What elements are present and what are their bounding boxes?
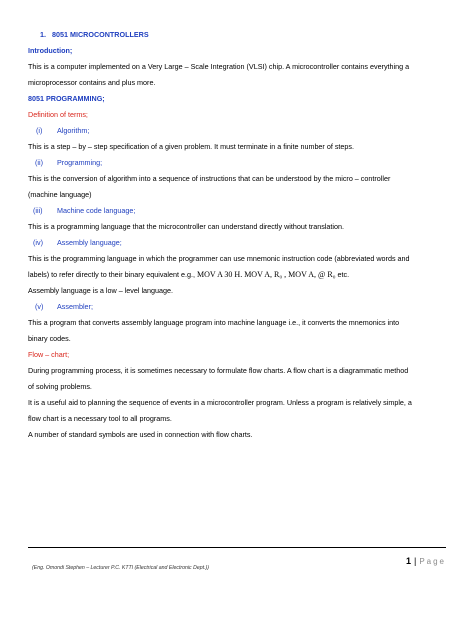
- term-text-line: This is a programming language that the microcontroller can understand directly without translation.: [28, 222, 345, 231]
- term-text-segment: labels) to refer directly to their binary equivalent e.g.,: [28, 270, 195, 279]
- term-label: Algorithm;: [57, 126, 90, 135]
- term-label: Assembly language;: [57, 238, 122, 247]
- term-text-line: This a program that converts assembly language program into machine language i.e., it converts the mnemonics into: [28, 318, 400, 327]
- flowchart-line: It is a useful aid to planning the sequence of events in a microcontroller program. Unless a program is relatively simple, a: [28, 398, 412, 407]
- section-number: 1.: [40, 30, 46, 39]
- flowchart-title: Flow – chart;: [28, 350, 70, 359]
- term-number: (iv): [33, 238, 43, 247]
- flowchart-line: of solving problems.: [28, 382, 92, 391]
- programming-title: 8051 PROGRAMMING;: [28, 94, 105, 103]
- flowchart-line: During programming process, it is sometimes necessary to formulate flow charts. A flow chart is a diagrammatic method: [28, 366, 409, 375]
- page-number-word: Page: [419, 557, 446, 566]
- term-text-line: This is a step – by – step specification of a given problem. It must terminate in a finite number of steps.: [28, 142, 354, 151]
- term-label: Programming;: [57, 158, 103, 167]
- term-number: (i): [36, 126, 43, 135]
- term-number: (ii): [35, 158, 43, 167]
- footer-divider: [28, 547, 446, 548]
- term-text-line: [28, 270, 349, 279]
- term-text-line: binary codes.: [28, 334, 71, 343]
- term-text-line: This is the conversion of algorithm into a sequence of instructions that can be understood by the micro – controller: [28, 174, 391, 183]
- term-label: Machine code language;: [57, 206, 136, 215]
- assembly-code-example: MOV A 30 H. MOV A, R₀ , MOV A, @ R₀: [197, 270, 336, 279]
- section-title: 8051 MICROCONTROLLERS: [52, 30, 149, 39]
- introduction-title: Introduction;: [28, 46, 73, 55]
- page-number: [406, 556, 446, 566]
- introduction-line-1: This is a computer implemented on a Very Large – Scale Integration (VLSI) chip. A microcontroller contains everything a: [28, 62, 410, 71]
- page-number-separator: |: [413, 556, 417, 566]
- term-text-line: (machine language): [28, 190, 92, 199]
- term-label: Assembler;: [57, 302, 93, 311]
- term-text-line: Assembly language is a low – level language.: [28, 286, 174, 295]
- flowchart-line: A number of standard symbols are used in connection with flow charts.: [28, 430, 253, 439]
- introduction-line-2: microprocessor contains and plus more.: [28, 78, 156, 87]
- footer-credit: (Eng. Omondi Stephen – Lecturer P.C. KTTI (Electrical and Electronic Dept.)): [32, 565, 209, 571]
- term-text-line: This is the programming language in which the programmer can use mnemonic instruction code (abbreviated words and: [28, 254, 410, 263]
- section-heading: [40, 30, 149, 39]
- term-number: (iii): [33, 206, 43, 215]
- term-text-segment: etc.: [335, 270, 350, 279]
- page-number-value: 1: [405, 556, 411, 566]
- flowchart-line: flow chart is a necessary tool to all programs.: [28, 414, 172, 423]
- term-number: (v): [35, 302, 44, 311]
- definitions-title: Definition of terms;: [28, 110, 88, 119]
